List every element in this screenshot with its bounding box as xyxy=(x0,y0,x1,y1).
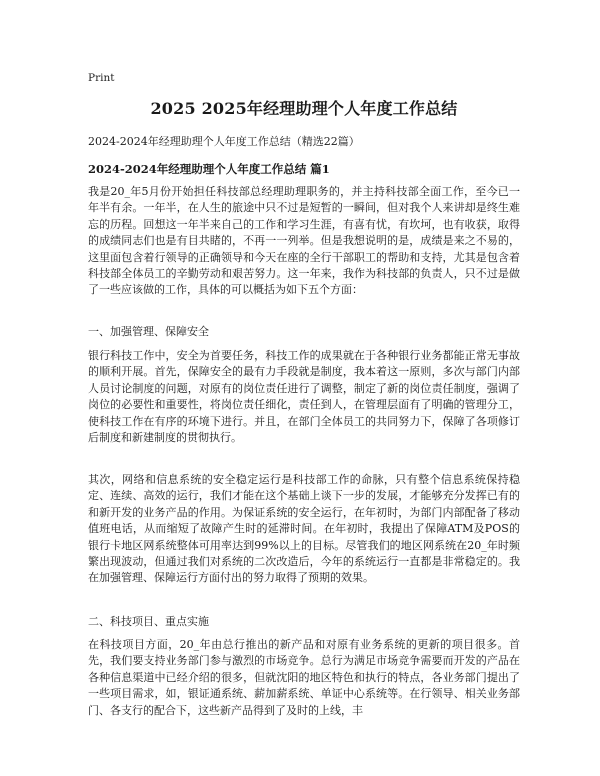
intro-paragraph: 我是20_年5月份开始担任科技部总经理助理职务的，并主持科技部全面工作，至今已一年半有余。一年半，在人生的旅途中只不过是短暂的一瞬间，但对我个人来讲却是终生难忘的历程。回想这一年半来自己的工作和学习生涯，有喜有忧，有坎坷，也有收获，取得的成绩同志们也是有目共睹的，不再一一列举。但是我想说明的是，成绩是来之不易的，这里面包含着行领导的正确领导和今天在座的全行干部职工的帮助和支持，尤其是包含着科技部全体员工的辛勤劳动和艰苦努力。这一年来，我作为科技部的负责人，只不过是做了一些应该做的工作，具体的可以概括为如下五个方面： xyxy=(88,185,520,297)
security-paragraph-2: 其次，网络和信息系统的安全稳定运行是科技部工作的命脉，只有整个信息系统保持稳定、连续、高效的运行，我们才能在这个基础上谈下一步的发展，才能够充分发挥已有的和新开发的业务产品的作用。为保证系统的安全运行，在年初时，为部门内部配备了移动值班电话，从而缩短了故障产生时的延滞时间。在年初时，我提出了保障ATM及POS的银行卡地区网系统整体可用率达到99%以上的目标。尽管我们的地区网系统在20_年时频繁出现波动，但通过我们对系统的二次改造后，今年的系统运行一直都是非常稳定的。我在加强管理、保障运行方面付出的努力取得了预期的效果。 xyxy=(88,473,520,585)
part-heading: 2024-2024年经理助理个人年度工作总结 篇1 xyxy=(88,162,330,176)
document-subtitle: 2024-2024年经理助理个人年度工作总结（精选22篇） xyxy=(88,135,360,148)
projects-paragraph-1: 在科技项目方面，20_年由总行推出的新产品和对原有业务系统的更新的项目很多。首先，我们要支持业务部门参与激烈的市场竞争。总行为满足市场竞争需要而开发的产品在各种信息渠道中已经介绍的很多，但就沈阳的地区特色和执行的特点，各业务部门提出了一些项目需求，如，银证通系统、薪加薪系统、单证中心系统等。在行领导、相关业务部门、各支行的配合下，这些新产品得到了及时的上线，丰 xyxy=(88,638,520,717)
security-paragraph-1: 银行科技工作中，安全为首要任务，科技工作的成果就在于各种银行业务都能正常无事故的顺利开展。首先，保障安全的最有力手段就是制度，我本着这一原则，多次与部门内部人员讨论制度的问题，对原有的岗位责任进行了调整，制定了新的岗位责任制度，强调了岗位的必要性和重要性，将岗位责任细化，责任到人，在管理层面有了明确的管理分工，使科技工作在有序的环境下进行。并且，在部门全体员工的共同努力下，保障了各项修订后制度和新建制度的贯彻执行。 xyxy=(88,349,520,445)
document-title: 2025 2025年经理助理个人年度工作总结 xyxy=(150,99,458,118)
section-heading-security: 一、加强管理、保障安全 xyxy=(88,325,209,338)
print-label: Print xyxy=(88,72,115,84)
section-heading-projects: 二、科技项目、重点实施 xyxy=(88,615,209,628)
